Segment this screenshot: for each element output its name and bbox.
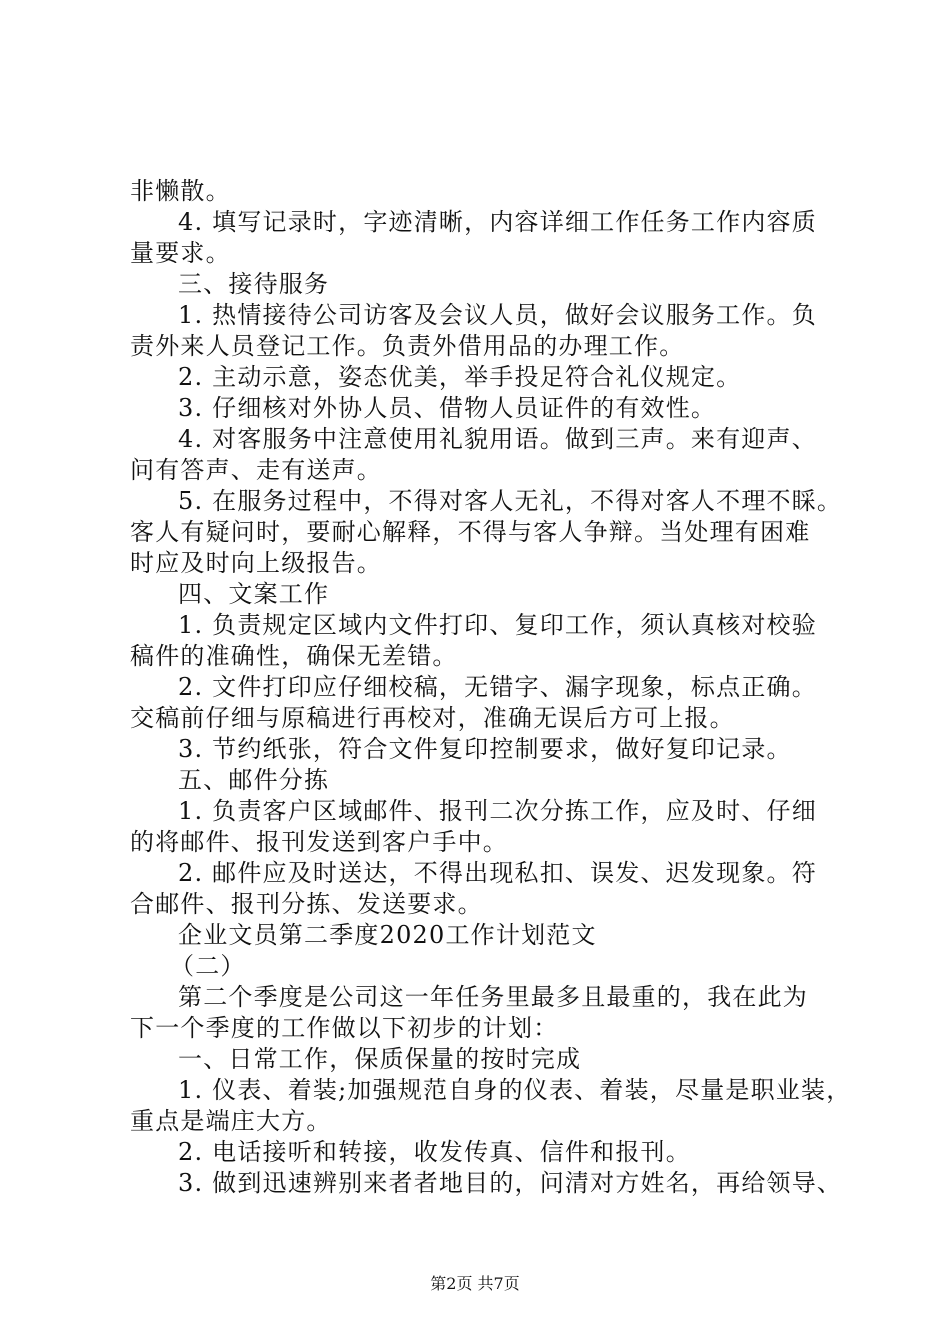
text-line: 下一个季度的工作做以下初步的计划： — [130, 1014, 559, 1042]
text-line: 问有答声、走有送声。 — [130, 456, 382, 484]
text-line: 2. 文件打印应仔细校稿，无错字、漏字现象，标点正确。 — [178, 673, 817, 701]
text-line: 客人有疑问时，要耐心解释，不得与客人争辩。当处理有困难 — [130, 518, 811, 546]
text-line: 1. 热情接待公司访客及会议人员，做好会议服务工作。负 — [178, 301, 817, 329]
text-line: 合邮件、报刊分拣、发送要求。 — [130, 890, 483, 918]
text-line: 稿件的准确性，确保无差错。 — [130, 642, 458, 670]
text-line: 2. 邮件应及时送达，不得出现私扣、误发、迟发现象。符 — [178, 859, 817, 887]
text-line: 4. 填写记录时，字迹清晰，内容详细工作任务工作内容质 — [178, 208, 817, 236]
text-line: 交稿前仔细与原稿进行再校对，准确无误后方可上报。 — [130, 704, 735, 732]
text-line: 1. 仪表、着装;加强规范自身的仪表、着装，尽量是职业装， — [178, 1076, 852, 1104]
text-line: 5. 在服务过程中，不得对客人无礼，不得对客人不理不睬。 — [178, 487, 843, 515]
text-line: 量要求。 — [130, 239, 231, 267]
section-heading: 五、邮件分拣 — [178, 766, 330, 794]
text-line: 的将邮件、报刊发送到客户手中。 — [130, 828, 508, 856]
text-line: 3. 做到迅速辨别来者者地目的，问清对方姓名，再给领导、 — [178, 1169, 843, 1197]
text-line: 1. 负责规定区域内文件打印、复印工作，须认真核对校验 — [178, 611, 817, 639]
document-subtitle-part: （二） — [170, 952, 246, 980]
text-line: 4. 对客服务中注意使用礼貌用语。做到三声。来有迎声、 — [178, 425, 817, 453]
text-line: 1. 负责客户区域邮件、报刊二次分拣工作，应及时、仔细 — [178, 797, 817, 825]
document-body — [130, 176, 852, 1199]
text-line: 责外来人员登记工作。负责外借用品的办理工作。 — [130, 332, 685, 360]
text-line: 重点是端庄大方。 — [130, 1107, 332, 1135]
section-heading: 四、文案工作 — [178, 580, 330, 608]
section-heading: 一、日常工作，保质保量的按时完成 — [178, 1045, 582, 1073]
text-line: 第二个季度是公司这一年任务里最多且最重的，我在此为 — [178, 983, 808, 1011]
text-line: 3. 节约纸张，符合文件复印控制要求，做好复印记录。 — [178, 735, 792, 763]
document-subtitle: 企业文员第二季度2020工作计划范文 — [178, 921, 597, 949]
text-line: 3. 仔细核对外协人员、借物人员证件的有效性。 — [178, 394, 717, 422]
text-line: 2. 主动示意，姿态优美，举手投足符合礼仪规定。 — [178, 363, 742, 391]
page-number-footer: 第2页 共7页 — [430, 1274, 520, 1293]
text-line: 时应及时向上级报告。 — [130, 549, 382, 577]
section-heading: 三、接待服务 — [178, 270, 330, 298]
text-line: 非懒散。 — [130, 177, 231, 205]
text-line: 2. 电话接听和转接，收发传真、信件和报刊。 — [178, 1138, 691, 1166]
